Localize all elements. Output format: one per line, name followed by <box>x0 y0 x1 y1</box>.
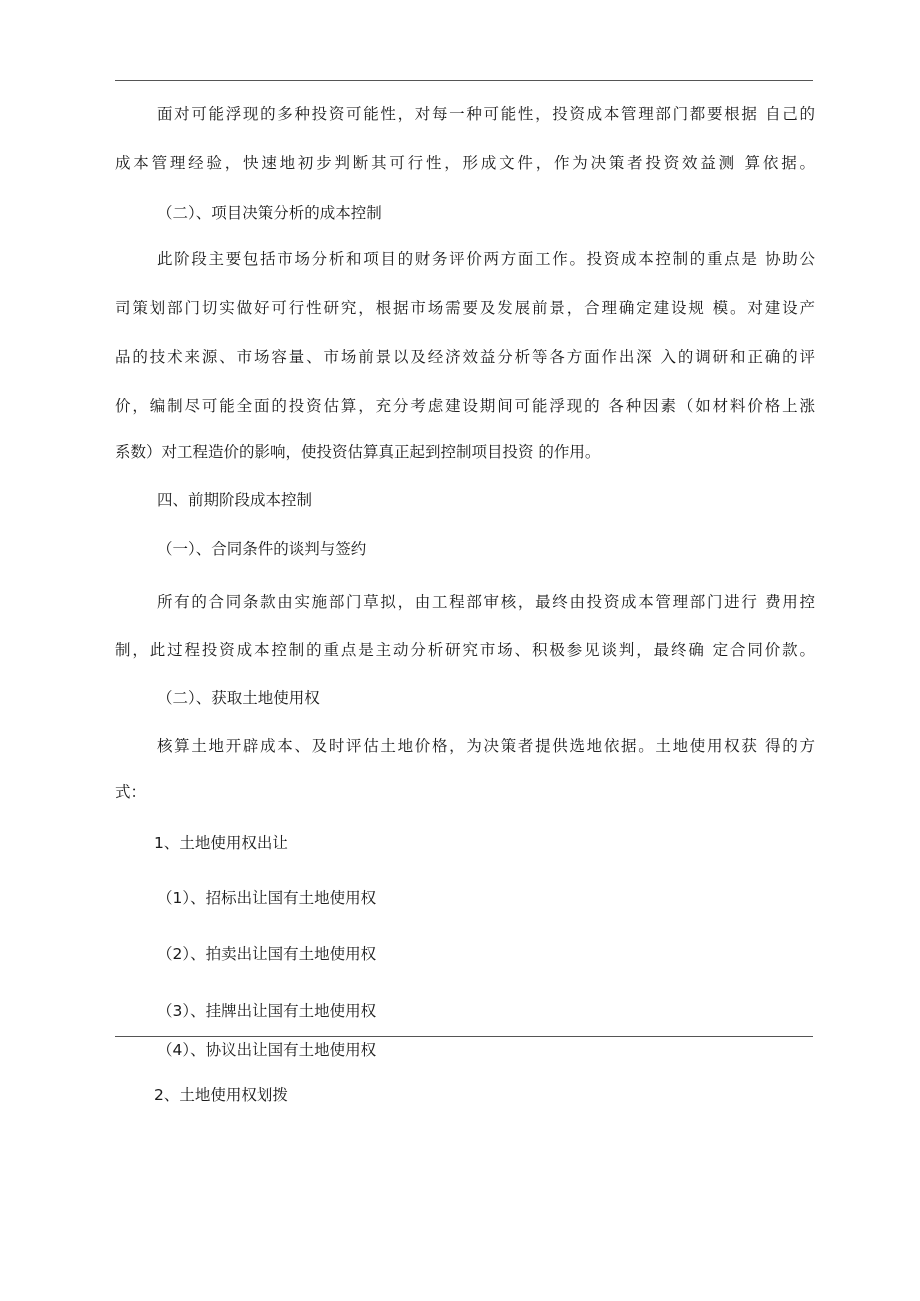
list-item: （3）、挂牌出让国有土地使用权 <box>157 1002 377 1020</box>
paragraph-line: 系数）对工程造价的影响，使投资估算真正起到控制项目投资 的作用。 <box>115 443 601 461</box>
paragraph-line: 所有的合同条款由实施部门草拟，由工程部审核，最终由投资成本管理部门进行 费用控 <box>157 593 815 611</box>
section-heading: （二）、项目决策分析的成本控制 <box>157 204 382 222</box>
list-item: 1、土地使用权出让 <box>154 834 288 852</box>
paragraph-line: 成本管理经验，快速地初步判断其可行性，形成文件，作为决策者投资效益测 算依据。 <box>115 154 815 172</box>
list-item: （2）、拍卖出让国有土地使用权 <box>157 945 377 963</box>
paragraph-line: 面对可能浮现的多种投资可能性，对每一种可能性，投资成本管理部门都要根据 自己的 <box>157 105 815 123</box>
paragraph-line: 此阶段主要包括市场分析和项目的财务评价两方面工作。投资成本控制的重点是 协助公 <box>157 250 815 268</box>
paragraph-line: 价，编制尽可能全面的投资估算，充分考虑建设期间可能浮现的 各种因素（如材料价格上涨 <box>115 397 815 415</box>
list-item: （1）、招标出让国有土地使用权 <box>157 889 377 907</box>
section-heading: （二）、获取土地使用权 <box>157 689 320 707</box>
header-rule <box>115 80 813 81</box>
paragraph-line: 品的技术来源、市场容量、市场前景以及经济效益分析等各方面作出深 入的调研和正确的评 <box>115 348 815 366</box>
list-item: 2、土地使用权划拨 <box>154 1086 288 1104</box>
paragraph-line: 制，此过程投资成本控制的重点是主动分析研究市场、积极参见谈判，最终确 定合同价款。 <box>115 641 815 659</box>
footer-rule <box>115 1036 813 1037</box>
list-item: （4）、协议出让国有土地使用权 <box>157 1041 377 1059</box>
section-heading: （一）、合同条件的谈判与签约 <box>157 540 367 558</box>
paragraph-line: 核算土地开辟成本、及时评估土地价格，为决策者提供选地依据。土地使用权获 得的方 <box>157 737 815 755</box>
paragraph-line: 司策划部门切实做好可行性研究，根据市场需要及发展前景，合理确定建设规 模。对建设产 <box>115 299 815 317</box>
section-heading: 四、前期阶段成本控制 <box>157 491 313 509</box>
paragraph-line: 式： <box>115 783 147 801</box>
